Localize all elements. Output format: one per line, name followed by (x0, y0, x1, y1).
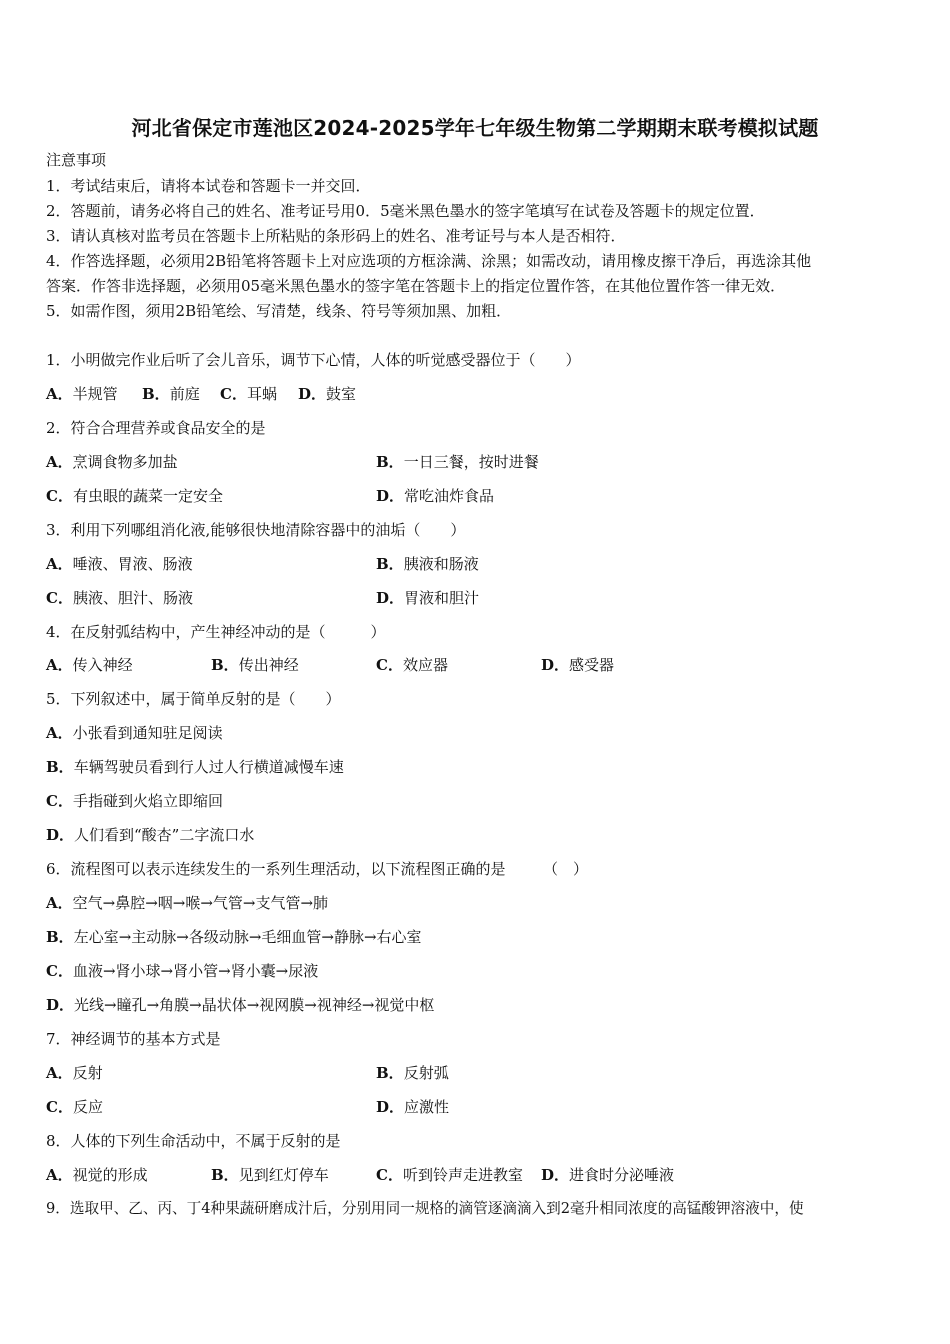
option-text: 胰液、胆汁、肠液 (72, 589, 193, 607)
option-text: 效应器 (402, 656, 448, 674)
question-8-option-d (541, 1165, 674, 1185)
question-6-stem: 6．流程图可以表示连续发生的一系列生理活动，以下流程图正确的是 （ ） (46, 860, 589, 878)
question-7-option-b (376, 1063, 449, 1083)
option-label: B． (46, 758, 74, 776)
option-label: C． (376, 656, 403, 674)
notice-item: 3．请认真核对监考员在答题卡上所粘贴的条形码上的姓名、准考证号与本人是否相符． (46, 227, 626, 245)
option-text: 左心室→主动脉→各级动脉→毛细血管→静脉→右心室 (73, 928, 422, 946)
question-4-option-c (376, 655, 448, 675)
option-text: 有虫眼的蔬菜一定安全 (72, 487, 223, 505)
question-8-option-a (46, 1165, 148, 1185)
option-text: 应激性 (404, 1098, 450, 1116)
option-label: D． (376, 1098, 405, 1116)
option-text: 前庭 (169, 385, 200, 403)
question-9-stem: 9．选取甲、乙、丙、丁4种果蔬研磨成汁后，分别用同一规格的滴管逐滴滴入到2毫升相同浓度的高锰酸钾溶液中，使 (46, 1200, 804, 1217)
question-6-option-d (46, 995, 434, 1015)
option-text: 反射 (72, 1064, 103, 1082)
option-label: D． (541, 1166, 570, 1184)
option-text: 胰液和肠液 (403, 555, 479, 573)
option-text: 鼓室 (326, 385, 357, 403)
question-3-option-c (46, 588, 193, 608)
question-1-option-d (298, 384, 356, 404)
notice-item: 答案．作答非选择题，必须用05毫米黑色墨水的签字笔在答题卡上的指定位置作答，在其他位置作答一律无效． (46, 277, 786, 295)
question-1-option-b (142, 384, 200, 404)
question-2-option-a (46, 452, 178, 472)
notice-heading: 注意事项 (46, 151, 107, 169)
option-text: 半规管 (72, 385, 118, 403)
option-label: C． (46, 1098, 73, 1116)
option-label: A． (46, 385, 73, 403)
option-text: 反应 (72, 1098, 103, 1116)
option-label: B． (46, 928, 74, 946)
option-text: 耳蜗 (246, 385, 277, 403)
option-label: C． (376, 1166, 403, 1184)
option-label: B． (142, 385, 170, 403)
option-text: 唾液、胃液、肠液 (72, 555, 193, 573)
option-label: D． (46, 996, 75, 1014)
question-4-stem: 4．在反射弧结构中，产生神经冲动的是（ ） (46, 623, 386, 641)
question-3-option-b (376, 554, 479, 574)
page-title: 河北省保定市莲池区2024-2025学年七年级生物第二学期期末联考模拟试题 (131, 116, 819, 140)
notice-item: 2．答题前，请务必将自己的姓名、准考证号用0．5毫米黑色墨水的签字笔填写在试卷及答题卡的规定位置． (46, 202, 765, 220)
option-text: 传出神经 (238, 656, 299, 674)
option-label: B． (376, 1064, 404, 1082)
option-label: D． (376, 487, 405, 505)
option-label: B． (211, 1166, 239, 1184)
question-3-option-a (46, 554, 193, 574)
option-label: A． (46, 1064, 73, 1082)
option-text: 常吃油炸食品 (404, 487, 495, 505)
option-text: 血液→肾小球→肾小管→肾小囊→尿液 (72, 962, 319, 980)
question-7-option-c (46, 1097, 103, 1117)
option-text: 车辆驾驶员看到行人过人行横道减慢车速 (73, 758, 344, 776)
question-4-option-d (541, 655, 614, 675)
question-8-option-b (211, 1165, 329, 1185)
question-1-option-c (220, 384, 277, 404)
option-text: 烹调食物多加盐 (72, 453, 178, 471)
question-5-option-c (46, 791, 223, 811)
question-8-option-c (376, 1165, 523, 1185)
option-text: 反射弧 (403, 1064, 449, 1082)
option-label: A． (46, 555, 73, 573)
question-5-option-d (46, 825, 254, 845)
option-text: 感受器 (569, 656, 615, 674)
option-text: 手指碰到火焰立即缩回 (72, 792, 223, 810)
option-label: B． (211, 656, 239, 674)
option-text: 进食时分泌唾液 (569, 1166, 675, 1184)
option-label: C． (220, 385, 247, 403)
question-1-stem: 1．小明做完作业后听了会儿音乐，调节下心情，人体的听觉感受器位于（ ） (46, 351, 581, 369)
option-text: 空气→鼻腔→咽→喉→气管→支气管→肺 (72, 894, 329, 912)
option-text: 视觉的形成 (72, 1166, 148, 1184)
notice-item: 1．考试结束后，请将本试卷和答题卡一并交回． (46, 177, 371, 195)
notice-item: 5．如需作图，须用2B铅笔绘、写清楚，线条、符号等须加黑、加粗． (46, 302, 512, 320)
question-7-option-a (46, 1063, 103, 1083)
question-8-stem: 8．人体的下列生命活动中，不属于反射的是 (46, 1132, 341, 1150)
option-text: 光线→瞳孔→角膜→晶状体→视网膜→视神经→视觉中枢 (74, 996, 435, 1014)
question-6-option-b (46, 927, 422, 947)
question-3-stem: 3．利用下列哪组消化液,能够很快地清除容器中的油垢（ ） (46, 521, 466, 539)
option-label: C． (46, 589, 73, 607)
option-label: C． (46, 962, 73, 980)
question-5-option-a (46, 723, 223, 743)
question-2-option-d (376, 486, 494, 506)
option-text: 见到红灯停车 (238, 1166, 329, 1184)
option-label: C． (46, 487, 73, 505)
question-4-option-b (211, 655, 299, 675)
option-text: 小张看到通知驻足阅读 (72, 724, 223, 742)
notice-item: 4．作答选择题，必须用2B铅笔将答题卡上对应选项的方框涂满、涂黑；如需改动，请用橡皮擦干净后，再选涂其他 (46, 252, 812, 270)
question-2-option-b (376, 452, 539, 472)
question-7-stem: 7．神经调节的基本方式是 (46, 1030, 221, 1048)
option-label: B． (376, 555, 404, 573)
question-7-option-d (376, 1097, 449, 1117)
option-label: D． (541, 656, 570, 674)
option-label: A． (46, 1166, 73, 1184)
option-text: 听到铃声走进教室 (402, 1166, 523, 1184)
option-label: D． (376, 589, 405, 607)
question-2-stem: 2．符合合理营养或食品安全的是 (46, 419, 266, 437)
option-label: A． (46, 724, 73, 742)
question-6-option-a (46, 893, 328, 913)
option-label: A． (46, 656, 73, 674)
question-3-option-d (376, 588, 479, 608)
question-4-option-a (46, 655, 133, 675)
question-6-option-c (46, 961, 318, 981)
question-5-option-b (46, 757, 344, 777)
option-label: D． (46, 826, 75, 844)
option-text: 传入神经 (72, 656, 133, 674)
option-label: B． (376, 453, 404, 471)
option-label: A． (46, 894, 73, 912)
question-5-stem: 5．下列叙述中，属于简单反射的是（ ） (46, 690, 341, 708)
option-text: 一日三餐，按时进餐 (403, 453, 539, 471)
question-1-option-a (46, 384, 118, 404)
option-text: 人们看到“酸杏”二字流口水 (74, 826, 255, 844)
option-label: A． (46, 453, 73, 471)
option-label: C． (46, 792, 73, 810)
question-2-option-c (46, 486, 223, 506)
option-label: D． (298, 385, 327, 403)
option-text: 胃液和胆汁 (404, 589, 480, 607)
